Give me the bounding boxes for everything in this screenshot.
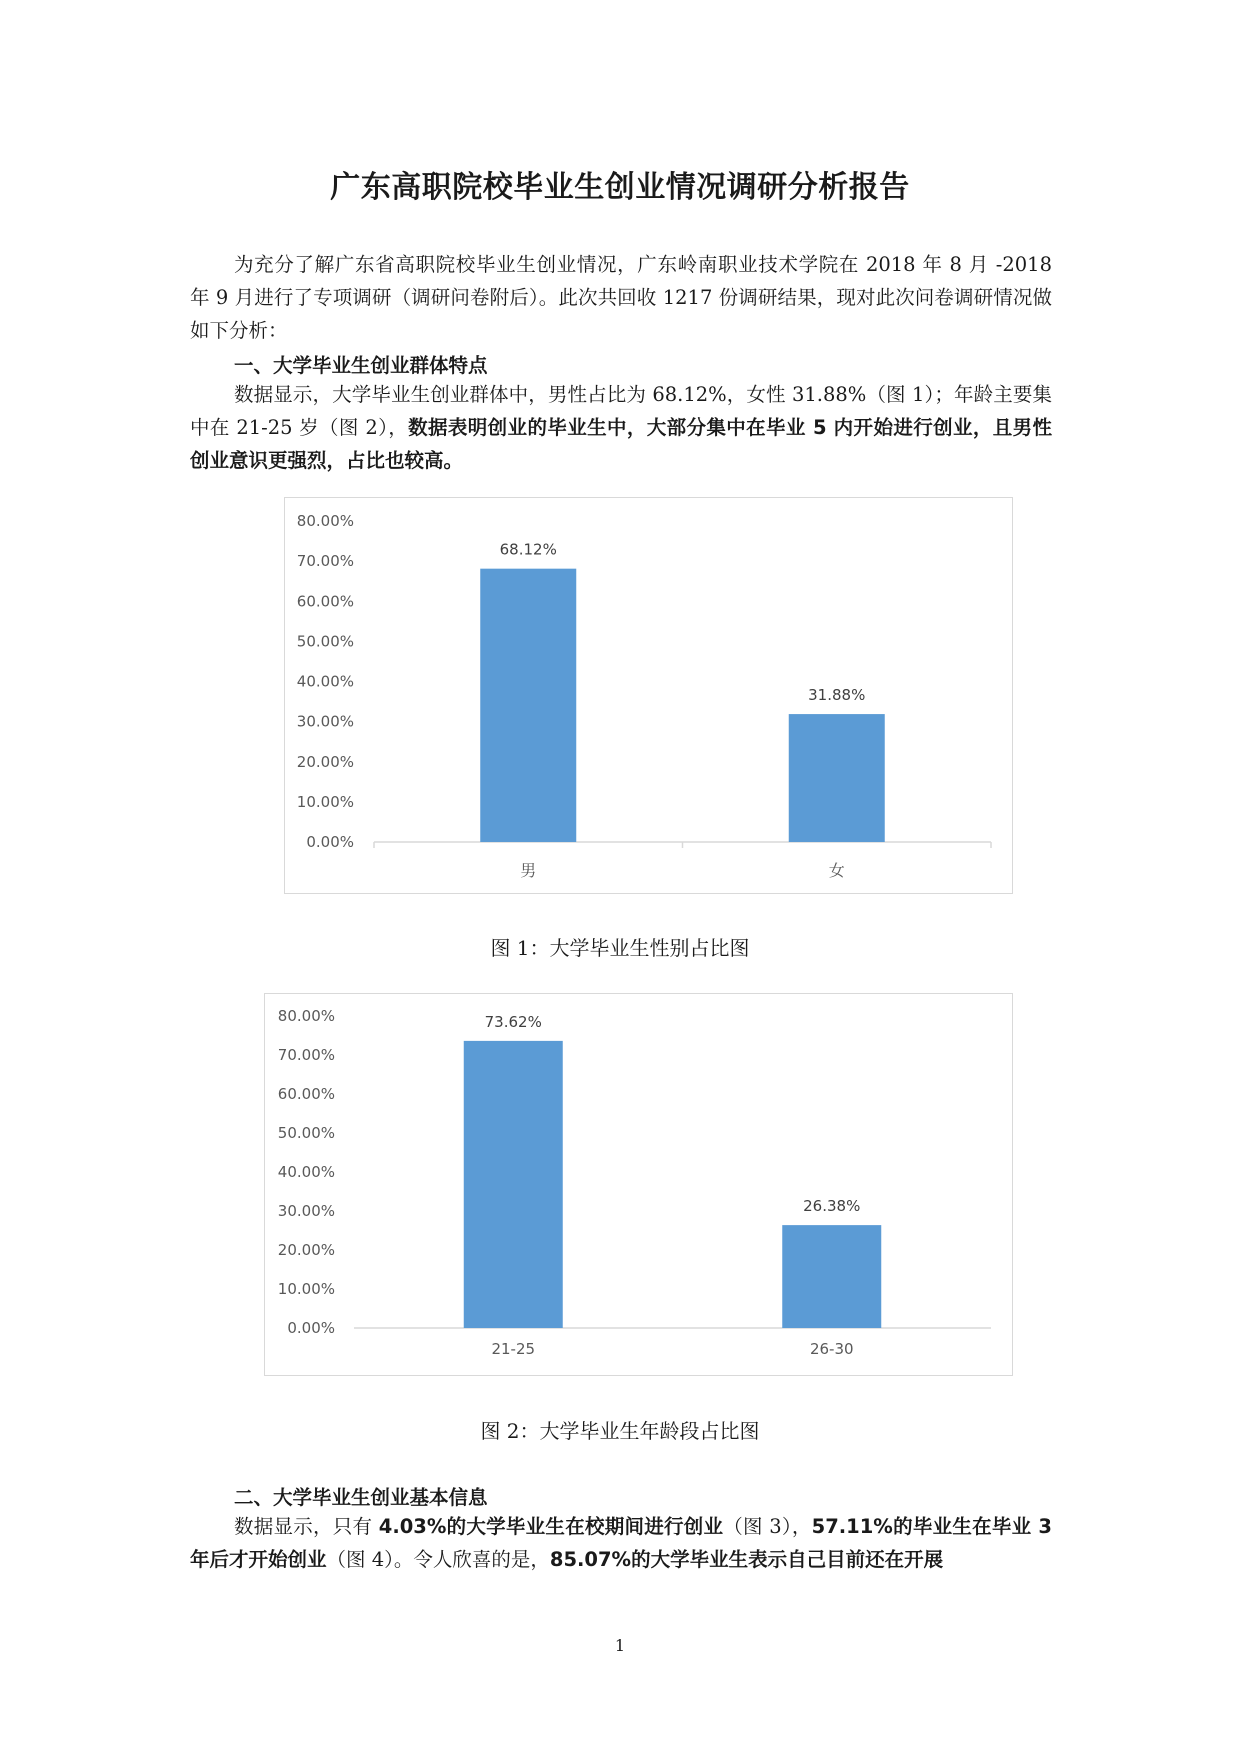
- bar-女: [789, 714, 885, 842]
- data-label: 68.12%: [499, 540, 557, 559]
- y-tick-label: 60.00%: [296, 592, 354, 611]
- section1-bold-text: 数据表明创业的毕业生中，大部分集中在毕业 5 内开始进行创业，且男性创业意识更强烈，占比也较高。: [190, 416, 1052, 472]
- y-tick-label: 50.00%: [277, 1124, 335, 1142]
- section2-paragraph: [190, 1510, 1052, 1576]
- x-category-label: 男: [520, 861, 537, 880]
- y-tick-label: 0.00%: [287, 1319, 335, 1337]
- section2-text-1: 数据显示，只有: [234, 1515, 379, 1538]
- section2-bold-3: 85.07%的大学毕业生表示自己目前还在开展: [549, 1548, 944, 1571]
- y-tick-label: 80.00%: [277, 1007, 335, 1025]
- data-label: 26.38%: [803, 1197, 861, 1216]
- y-tick-label: 80.00%: [296, 512, 354, 530]
- bar-26-30: [782, 1225, 881, 1328]
- figure2-frame: [264, 993, 1013, 1376]
- section2-text-2: （图 3），: [723, 1515, 812, 1538]
- gender-bar-chart: [285, 498, 1011, 892]
- data-label: 31.88%: [808, 686, 866, 705]
- y-tick-label: 70.00%: [296, 552, 354, 571]
- section1-text: 数据显示，大学毕业生创业群体中，男性占比为 68.12%，女性 31.88%（图 1）；年龄主要集中在 21-25 岁（图 2），: [190, 383, 1052, 439]
- figure1-caption: 图 1：大学毕业生性别占比图: [490, 936, 750, 960]
- y-tick-label: 20.00%: [296, 752, 354, 771]
- intro-paragraph: 为充分了解广东省高职院校毕业生创业情况，广东岭南职业技术学院在 2018 年 8 月 -2018 年 9 月进行了专项调研（调研问卷附后）。此次共回收 1217 份调研结果，现对此次问卷调研情况做如下分析：: [190, 253, 1052, 342]
- y-tick-label: 40.00%: [296, 672, 354, 691]
- figure2-caption: 图 2：大学毕业生年龄段占比图: [480, 1419, 760, 1443]
- y-tick-label: 50.00%: [296, 632, 354, 651]
- x-category-label: 26-30: [809, 1340, 854, 1358]
- y-tick-label: 30.00%: [277, 1202, 335, 1220]
- age-bar-chart: [265, 994, 1011, 1374]
- section1-heading: 一、大学毕业生创业群体特点: [234, 354, 488, 377]
- section2-text-3: （图 4）。令人欣喜的是，: [326, 1548, 550, 1571]
- section2-heading: 二、大学毕业生创业基本信息: [234, 1486, 488, 1509]
- y-tick-label: 0.00%: [306, 833, 354, 851]
- section2-bold-1: 4.03%的大学毕业生在校期间进行创业: [378, 1515, 724, 1538]
- y-tick-label: 70.00%: [277, 1046, 335, 1064]
- bar-男: [480, 569, 576, 842]
- data-label: 73.62%: [484, 1012, 542, 1031]
- y-tick-label: 20.00%: [277, 1241, 335, 1259]
- y-tick-label: 10.00%: [296, 792, 354, 811]
- x-category-label: 21-25: [491, 1340, 536, 1358]
- y-tick-label: 40.00%: [277, 1163, 335, 1181]
- section1-paragraph: [190, 378, 1052, 477]
- x-category-label: 女: [828, 861, 845, 880]
- bar-21-25: [464, 1041, 563, 1328]
- figure1-frame: [284, 497, 1013, 894]
- y-tick-label: 60.00%: [277, 1085, 335, 1103]
- page-number: 1: [614, 1636, 626, 1655]
- document-title: 广东高职院校毕业生创业情况调研分析报告: [330, 170, 910, 205]
- y-tick-label: 30.00%: [296, 712, 354, 731]
- y-tick-label: 10.00%: [277, 1280, 335, 1298]
- section2-bold-2: 57.11%的毕业生在毕业 3 年后才开始创业: [190, 1515, 1052, 1571]
